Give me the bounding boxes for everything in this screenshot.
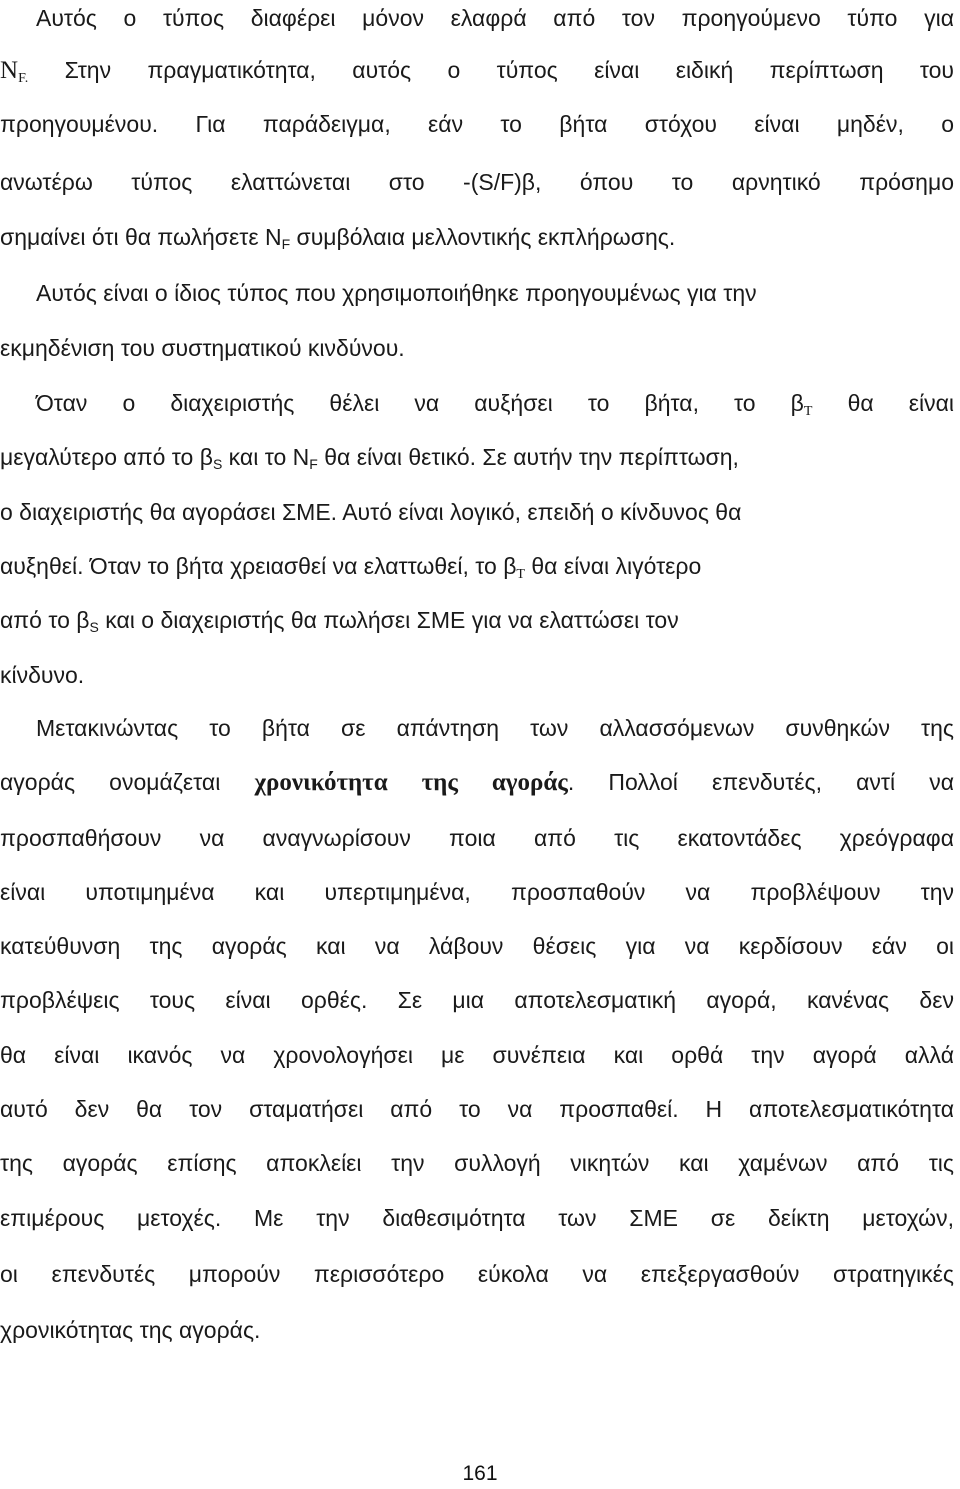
paragraph-1-line-1	[0, 3, 954, 33]
text: προηγουμένου. Για παράδειγμα, εάν το βήτα στόχου είναι μηδέν, ο	[0, 111, 954, 137]
subscript-t: T	[803, 404, 813, 419]
paragraph-4-line-1	[0, 713, 954, 743]
text: θα είναι θετικό. Σε αυτήν την περίπτωση,	[317, 444, 739, 470]
paragraph-4-line-12	[0, 1315, 954, 1345]
text: της αγοράς επίσης αποκλείει την συλλογή νικητών και χαμένων από τις	[0, 1150, 954, 1176]
text: σημαίνει ότι θα πωλήσετε N	[0, 224, 282, 250]
paragraph-2-line-1	[0, 278, 954, 308]
text: μεγαλύτερο από το β	[0, 444, 213, 470]
text: και το N	[222, 444, 310, 470]
text: αγοράς ονομάζεται	[0, 769, 255, 795]
subscript-f: F	[281, 236, 291, 252]
paragraph-4-line-10	[0, 1203, 954, 1233]
paragraph-4-line-4	[0, 877, 954, 907]
paragraph-4-line-6	[0, 985, 954, 1015]
paragraph-4-line-11	[0, 1259, 954, 1289]
text: θα είναι ικανός να χρονολογήσει με συνέπεια και ορθά την αγορά αλλά	[0, 1042, 954, 1068]
page-number: 161	[462, 1462, 498, 1485]
text: αυτό δεν θα τον σταματήσει από το να προσπαθεί. Η αποτελεσματικότητα	[0, 1096, 954, 1122]
paragraph-3-line-4	[0, 551, 954, 581]
text: από το β	[0, 607, 90, 633]
paragraph-4-line-5	[0, 931, 954, 961]
text: οι επενδυτές μπορούν περισσότερο εύκολα να επεξεργασθούν στρατηγικές	[0, 1261, 954, 1287]
text: είναι υποτιμημένα και υπερτιμημένα, προσπαθούν να προβλέψουν την	[0, 879, 954, 905]
text: συμβόλαια μελλοντικής εκπλήρωσης.	[290, 224, 676, 250]
text: ανωτέρω τύπος ελαττώνεται στο -(S/F)β, όπου το αρνητικό πρόσημο	[0, 169, 954, 195]
key-term: χρονικότητα της αγοράς	[254, 769, 568, 796]
paragraph-4-line-9	[0, 1148, 954, 1178]
paragraph-3-line-6	[0, 660, 954, 690]
paragraph-1-line-3	[0, 109, 954, 139]
text: θα είναι	[812, 390, 955, 416]
paragraph-2-line-2	[0, 333, 954, 363]
paragraph-1-line-2	[0, 55, 954, 86]
text: επιμέρους μετοχές. Με την διαθεσιμότητα των ΣΜΕ σε δείκτη μετοχών,	[0, 1205, 954, 1231]
paragraph-3-line-2	[0, 442, 954, 472]
text: προβλέψεις τους είναι ορθές. Σε μια αποτελεσματική αγορά, κανένας δεν	[0, 987, 954, 1013]
text: χρονικότητας της αγοράς.	[0, 1317, 261, 1343]
paragraph-4-line-3	[0, 823, 954, 853]
paragraph-4-line-2	[0, 767, 954, 798]
text: κίνδυνο.	[0, 662, 85, 688]
text: ο διαχειριστής θα αγοράσει ΣΜΕ. Αυτό είναι λογικό, επειδή ο κίνδυνος θα	[0, 499, 742, 525]
subscript-s: S	[212, 456, 223, 472]
subscript-s: S	[89, 619, 99, 635]
symbol-n: N	[0, 57, 19, 84]
paragraph-3-line-1	[0, 388, 954, 418]
paragraph-4-line-7	[0, 1040, 954, 1070]
text: . Πολλοί επενδυτές, αντί να	[567, 769, 954, 795]
text: Αυτός είναι ο ίδιος τύπος που χρησιμοποιήθηκε προηγουμένως για την	[36, 280, 757, 306]
text: Μετακινώντας το βήτα σε απάντηση των αλλασσόμενων συνθηκών της	[36, 715, 954, 741]
text: Στην πραγματικότητα, αυτός ο τύπος είναι ειδική περίπτωση του	[28, 57, 954, 83]
text: αυξηθεί. Όταν το βήτα χρειασθεί να ελαττωθεί, το β	[0, 553, 517, 579]
text: κατεύθυνση της αγοράς και να λάβουν θέσεις για να κερδίσουν εάν οι	[0, 933, 954, 959]
paragraph-1-line-5	[0, 222, 954, 252]
text: και ο διαχειριστής θα πωλήσει ΣΜΕ για να ελαττώσει τον	[98, 607, 679, 633]
paragraph-3-line-3	[0, 497, 954, 527]
subscript-f: F	[309, 456, 318, 472]
text: Αυτός ο τύπος διαφέρει μόνον ελαφρά από τον προηγούμενο τύπο για	[36, 5, 954, 31]
paragraph-3-line-5	[0, 605, 954, 635]
text: εκμηδένιση του συστηματικού κινδύνου.	[0, 335, 405, 361]
subscript-f: F.	[18, 71, 29, 86]
text: Όταν ο διαχειριστής θέλει να αυξήσει το βήτα, το β	[36, 390, 804, 416]
paragraph-4-line-8	[0, 1094, 954, 1124]
paragraph-1-line-4	[0, 167, 954, 197]
subscript-t: T	[516, 567, 525, 582]
text: προσπαθήσουν να αναγνωρίσουν ποια από τις εκατοντάδες χρεόγραφα	[0, 825, 954, 851]
text: θα είναι λιγότερο	[524, 553, 702, 579]
